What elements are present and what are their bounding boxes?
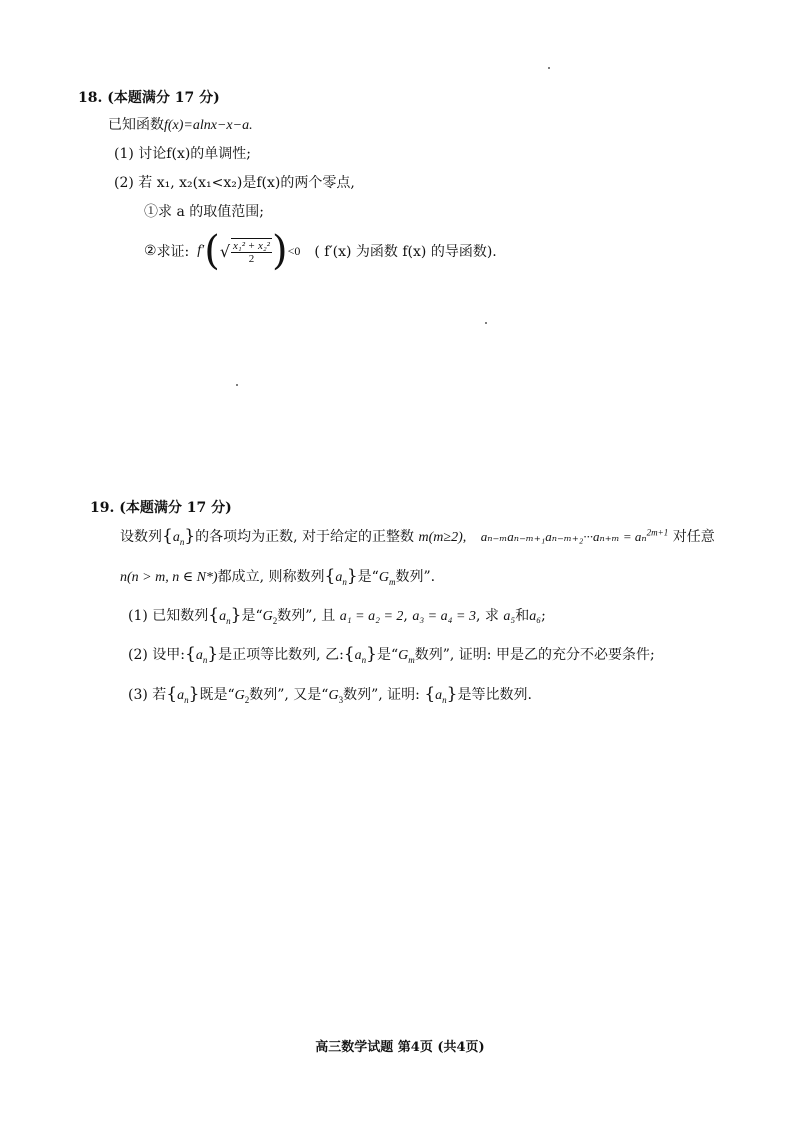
- q19-part1-end: ;: [541, 608, 546, 624]
- q18-part2b: [144, 228, 497, 274]
- q19-part1-cond2: a₃ = a₄ = 3: [412, 609, 476, 624]
- q19-part2-a: 设甲:: [152, 647, 186, 663]
- q18-right-paren: ): [271, 228, 288, 274]
- q18-heading: 18. (本题满分 17 分): [78, 90, 220, 106]
- q18-note: ( f′(x) 为函数 f(x) 的导函数).: [314, 244, 497, 260]
- q18-part1-number: (1): [114, 146, 134, 162]
- q18-sqrt-sign: √: [219, 241, 231, 261]
- q18-inequality: <0: [287, 243, 301, 258]
- q19-m-condition: m(m≥2),: [418, 530, 467, 545]
- q19-gm-sub: m: [388, 576, 396, 587]
- q19-product: [481, 529, 669, 544]
- q19-part1-number: (1): [128, 608, 148, 624]
- q19-part1-a6: a₆: [529, 609, 542, 624]
- q19-part1-cond1: a₁ = a₂ = 2: [339, 609, 404, 624]
- q18-part2: [114, 172, 355, 192]
- q18-part1: [114, 143, 251, 163]
- q19-part3-seq: a: [177, 688, 185, 703]
- q19-part2-b: 是正项等比数列, 乙:: [218, 647, 344, 663]
- q19-seq: a: [172, 530, 180, 545]
- q18-function: f(x)=alnx−x−a.: [164, 118, 253, 133]
- q19-part3-g3: G: [328, 688, 339, 703]
- q19-part3-d: 数列”, 证明:: [343, 687, 420, 703]
- q19-line1-b: 的各项均为正数, 对于给定的正整数: [195, 529, 415, 545]
- scan-speck: [236, 384, 238, 386]
- q19-part3-e: 是等比数列.: [457, 687, 532, 703]
- q18-stem-prefix: 已知函数: [108, 117, 164, 133]
- q19-line2-d: 数列”.: [395, 569, 436, 585]
- q19-part2-c: 是“: [376, 647, 399, 663]
- q19-part2-seq2: a: [354, 648, 362, 663]
- q19-part3-g3-sub: 3: [338, 694, 344, 705]
- q19-product-exponent: 2m+1: [646, 527, 669, 538]
- q19-line2-b: 都成立, 则称数列: [217, 569, 325, 585]
- q18-fraction-numerator: x₁² + x₂²: [233, 239, 270, 252]
- q19-part1-a5: a₅: [503, 609, 516, 624]
- q19-part1-seq-sub: n: [226, 615, 231, 626]
- q19-line2-c: 是“: [357, 569, 379, 585]
- q19-part1-a: 已知数列: [152, 608, 209, 624]
- q19-part1-sep: ,: [403, 608, 408, 624]
- q18-part2b-marker: ②: [144, 243, 157, 259]
- q19-part1-g2: G: [262, 609, 273, 624]
- q18-fraction-denominator: 2: [248, 252, 255, 265]
- q19-n-condition: n(n > m, n ∈ N*): [120, 570, 218, 585]
- q19-part3-number: (3): [128, 687, 148, 703]
- q19-line1-a: 设数列: [120, 529, 162, 545]
- q19-part1: (1) 已知数列$\{a_n\}$是“$G_2$数列”, 且 a₁ = a₂ = 2, a₃ = a₄ = 3, 求 a₅和a₆;: [128, 605, 546, 626]
- q19-part1-c: 数列”, 且: [277, 608, 336, 624]
- q19-part1-g2-sub: 2: [272, 615, 278, 626]
- q18-stem: [108, 114, 253, 134]
- q19-gm: G: [378, 570, 389, 585]
- q18-part2-number: (2): [114, 175, 134, 191]
- q19-line2-seq: a: [335, 570, 343, 585]
- q18-part2a-marker: ①: [144, 204, 158, 220]
- q19-part2-number: (2): [128, 647, 148, 663]
- q18-fprime: f′: [197, 243, 205, 258]
- page-footer: 高三数学试题 第4页 (共4页): [315, 1040, 485, 1055]
- q18-part2a-text: 求 a 的取值范围;: [158, 204, 264, 220]
- q19-part2-seq2-sub: n: [361, 654, 367, 665]
- q19-part1-b: 是“: [241, 608, 263, 624]
- q19-part3-b: 既是“: [199, 687, 235, 703]
- q19-part2-seq-sub: n: [202, 654, 208, 665]
- scan-speck: [548, 67, 550, 69]
- q19-product-a: a: [480, 529, 488, 544]
- q19-part3-seq2-sub: n: [442, 694, 447, 705]
- q19-part3-seq-sub: n: [184, 694, 189, 705]
- q19-heading: 19. (本题满分 17 分): [90, 500, 232, 516]
- q19-part3-c: 数列”, 又是“: [249, 687, 329, 703]
- q18-part2-text: 若 x₁, x₂(x₁<x₂)是f(x)的两个零点,: [138, 175, 355, 191]
- q18-sqrt-body: [231, 238, 272, 265]
- q19-product-text: ₙ₋ₘaₙ₋ₘ₊₁aₙ₋ₘ₊₂···aₙ₊ₘ = aₙ: [487, 529, 647, 544]
- q19-part2: (2) 设甲$:\{a_n\}$是正项等比数列, 乙$:\{a_n\}$是“$G_m$数列”, 证明: 甲是乙的充分不必要条件;: [128, 644, 655, 665]
- q19-part3-seq2: a: [435, 688, 443, 703]
- q19-part1-d: , 求: [475, 608, 499, 624]
- q19-line2: n(n > m, n ∈ N*)都成立, 则称数列$\{a_n\}$是“$G_m$数列”.: [120, 566, 436, 587]
- q19-part2-d: 数列”, 证明: 甲是乙的充分不必要条件;: [414, 647, 655, 663]
- q19-part1-seq: a: [219, 609, 227, 624]
- q19-part1-and: 和: [515, 608, 530, 624]
- q18-left-paren: (: [204, 228, 220, 274]
- q18-part1-text: 讨论f(x)的单调性;: [138, 146, 252, 162]
- q19-part3-g2: G: [234, 688, 245, 703]
- q19-seq-sub: n: [179, 536, 185, 547]
- q19-part2-gm-sub: m: [408, 654, 415, 665]
- q18-part2b-prefix: 求证:: [156, 244, 190, 260]
- q19-part2-gm: G: [398, 648, 409, 663]
- scan-speck: [485, 322, 487, 324]
- q19-part3: (3) 若$\{a_n\}$既是“$G_2$数列”, 又是“$G_3$数列”, 证明: $\{a_n\}$是等比数列.: [128, 684, 532, 705]
- q18-part2a: [144, 201, 264, 221]
- q19-line1-c: 对任意: [672, 529, 715, 545]
- q19-part2-seq: a: [195, 648, 203, 663]
- q19-part3-g2-sub: 2: [244, 694, 250, 705]
- q18-fraction: [231, 240, 272, 265]
- q19-line1: 设数列$\{a_n\}$的各项均为正数, 对于给定的正整数 m(m≥2), aₙ₋ₘaₙ₋ₘ₊₁aₙ₋ₘ₊₂···aₙ₊ₘ = aₙ$^{2m+1}$ 对任意: [120, 526, 715, 547]
- q19-line2-seq-sub: n: [342, 576, 347, 587]
- q19-part3-a: 若: [152, 687, 167, 703]
